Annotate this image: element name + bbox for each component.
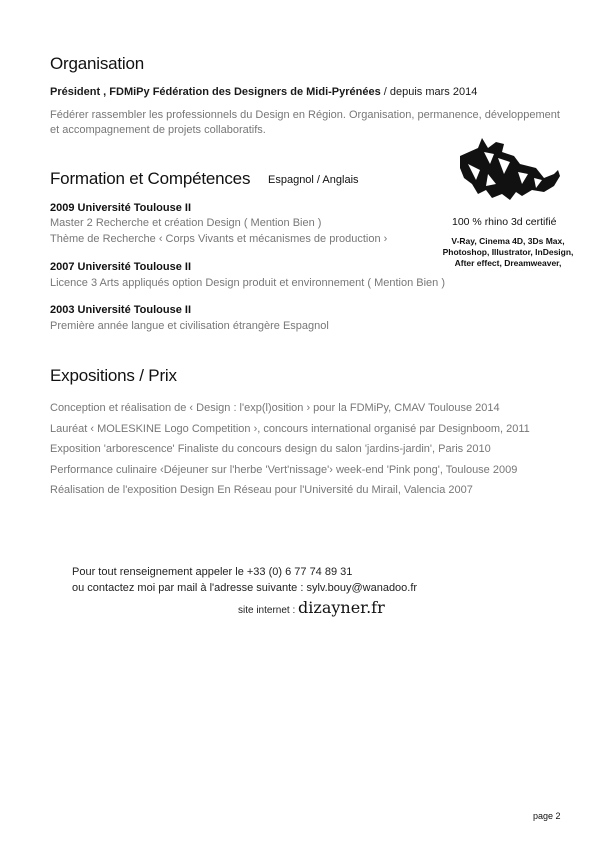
organisation-role [50,86,477,98]
formation-entry-title: 2009 Université Toulouse II [50,202,192,214]
contact-website [238,598,385,618]
rhino-icon [458,134,562,208]
rhino-certified: 100 % rhino 3d certifié [452,216,557,228]
formation-languages: Espagnol / Anglais [268,174,359,186]
contact-phone: Pour tout renseignement appeler le +33 (0) 6 77 74 89 31 [72,566,353,578]
website-link[interactable]: dizayner.fr [298,598,385,617]
formation-heading: Formation et Compétences [50,169,251,188]
software-line: V-Ray, Cinema 4D, 3Ds Max, [451,236,565,246]
software-line: After effect, Dreamweaver, [454,258,562,268]
expositions-heading: Expositions / Prix [50,366,177,385]
formation-entry-line: Master 2 Recherche et création Design ( Mention Bien ) [50,217,322,229]
organisation-description-line-1: Fédérer rassembler les professionnels du Design en Région. Organisation, permanence, développement [50,109,560,121]
organisation-description-line-2: et accompagnement de projets collaboratifs. [50,124,266,136]
exposition-item: Lauréat ‹ MOLESKINE Logo Competition ›, concours international organisé par Designboom, 2011 [50,422,530,435]
software-list [440,236,576,269]
exposition-item: Conception et réalisation de ‹ Design : l'exp(l)osition › pour la FDMiPy, CMAV Toulouse 2014 [50,402,500,414]
contact-email: ou contactez moi par mail à l'adresse suivante : sylv.bouy@wanadoo.fr [72,582,418,594]
formation-entry-line: Thème de Recherche ‹ Corps Vivants et mécanismes de production › [50,233,388,245]
organisation-heading: Organisation [50,54,144,73]
page-number: page 2 [533,811,561,821]
organisation-role-title: Président , FDMiPy Fédération des Designers de Midi-Pyrénées [50,86,381,98]
website-label: site internet : [238,605,299,616]
organisation-role-period: / depuis mars 2014 [380,86,478,98]
expositions-list [50,398,530,501]
formation-entry-line: Première année langue et civilisation étrangère Espagnol [50,320,329,332]
formation-entry-title: 2007 Université Toulouse II [50,261,192,273]
formation-entry-line: Licence 3 Arts appliqués option Design produit et environnement ( Mention Bien ) [50,277,446,289]
software-line: Photoshop, Illustrator, InDesign, [442,247,574,257]
exposition-item: Exposition 'arborescence' Finaliste du concours design du salon 'jardins-jardin', Paris 2010 [50,443,491,455]
formation-entry-title: 2003 Université Toulouse II [50,304,192,316]
exposition-item: Performance culinaire ‹Déjeuner sur l'herbe 'Vert'nissage'› week-end 'Pink pong', Toulouse 2009 [50,463,518,476]
exposition-item: Réalisation de l'exposition Design En Réseau pour l'Université du Mirail, Valencia 2007 [50,484,473,496]
